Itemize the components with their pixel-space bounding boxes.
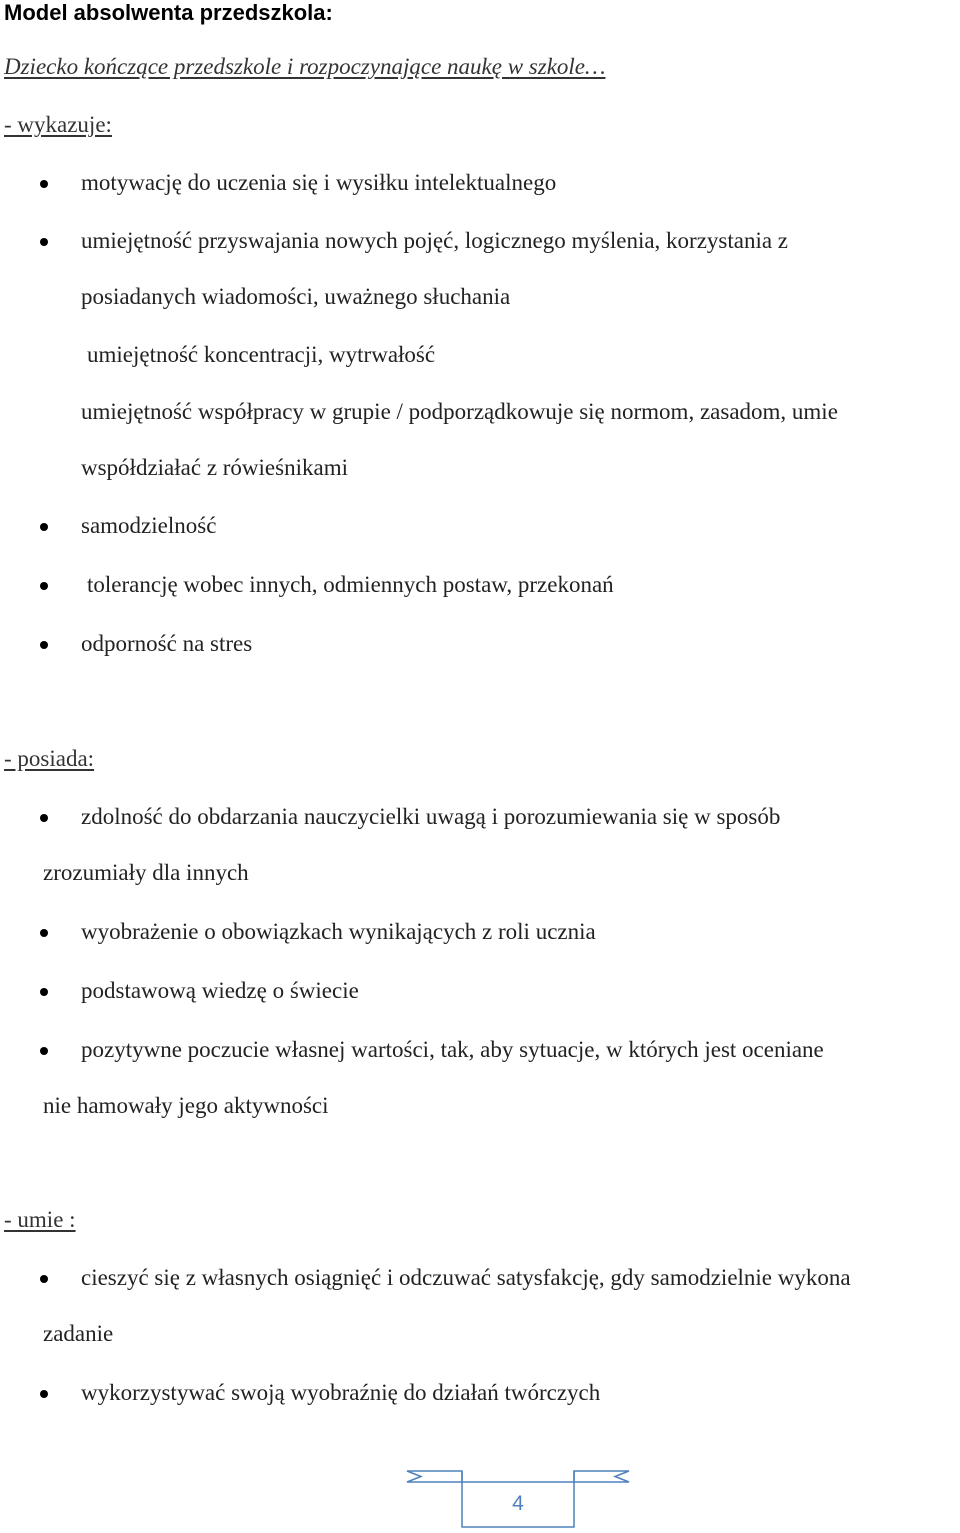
list-item: samodzielność	[81, 513, 217, 538]
bullet-icon	[40, 814, 48, 822]
list-item-continuation: zadanie	[43, 1321, 114, 1346]
list-item: umiejętność koncentracji, wytrwałość	[87, 342, 436, 367]
bullet-icon	[40, 180, 48, 188]
bullet-icon	[40, 523, 48, 531]
list-item: umiejętność przyswajania nowych pojęć, logicznego myślenia, korzystania z	[81, 228, 789, 253]
section-heading-posiada: - posiada:	[4, 746, 95, 771]
list-item: motywację do uczenia się i wysiłku intelektualnego	[81, 170, 557, 195]
list-item: umiejętność współpracy w grupie / podporządkowuje się normom, zasadom, umie	[81, 399, 838, 424]
bullet-icon	[40, 1275, 48, 1283]
list-item: wyobrażenie o obowiązkach wynikających z roli ucznia	[81, 919, 596, 944]
section-heading-wykazuje: - wykazuje:	[4, 112, 112, 137]
list-item-continuation: nie hamowały jego aktywności	[43, 1093, 329, 1118]
page-number: 4	[512, 1492, 524, 1515]
bullet-icon	[40, 238, 48, 246]
section-heading-umie: - umie :	[4, 1207, 76, 1232]
bullet-icon	[40, 1047, 48, 1055]
list-item-continuation: zrozumiały dla innych	[43, 860, 249, 885]
bullet-icon	[40, 641, 48, 649]
list-item: podstawową wiedzę o świecie	[81, 978, 359, 1003]
bullet-icon	[40, 988, 48, 996]
document-title: Model absolwenta przedszkola:	[4, 0, 333, 25]
bullet-icon	[40, 1390, 48, 1398]
list-item: pozytywne poczucie własnej wartości, tak, aby sytuacje, w których jest oceniane	[81, 1037, 824, 1062]
list-item: odporność na stres	[81, 631, 253, 656]
bullet-icon	[40, 582, 48, 590]
list-item-continuation: współdziałać z rówieśnikami	[81, 455, 348, 480]
list-item: tolerancję wobec innych, odmiennych postaw, przekonań	[87, 572, 614, 597]
bullet-icon	[40, 929, 48, 937]
list-item: zdolność do obdarzania nauczycielki uwagą i porozumiewania się w sposób	[81, 804, 781, 829]
list-item: wykorzystywać swoją wyobraźnię do działań twórczych	[81, 1380, 601, 1405]
list-item-continuation: posiadanych wiadomości, uważnego słuchania	[81, 284, 511, 309]
list-item: cieszyć się z własnych osiągnięć i odczuwać satysfakcję, gdy samodzielnie wykona	[81, 1265, 851, 1290]
document-subtitle: Dziecko kończące przedszkole i rozpoczynające naukę w szkole…	[4, 54, 606, 79]
